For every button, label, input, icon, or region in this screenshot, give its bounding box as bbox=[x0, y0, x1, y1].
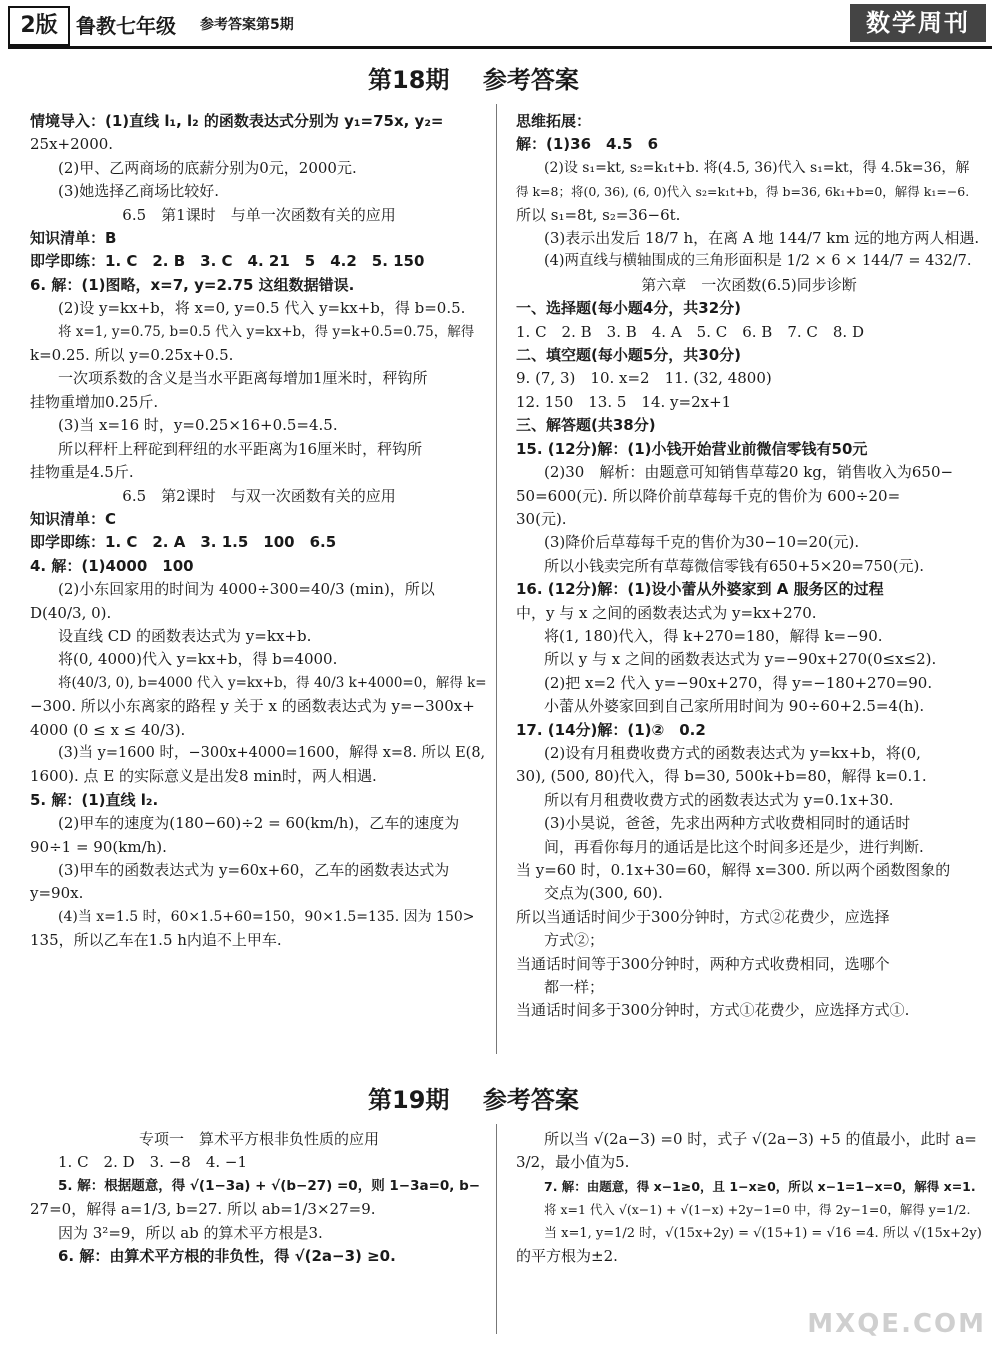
answer-line: 中，y 与 x 之间的函数表达式为 y=kx+270. bbox=[516, 603, 817, 622]
answer-line: (2)30 解析：由题意可知销售草莓20 kg，销售收入为650− bbox=[544, 463, 954, 482]
section19-right-column bbox=[516, 1128, 982, 1268]
answer-line: 12. 150 13. 5 14. y=2x+1 bbox=[516, 392, 732, 411]
answer-line: 90÷1 = 90(km/h). bbox=[30, 837, 167, 856]
answer-line: 6. 解：(1)图略，x=7, y=2.75 这组数据错误. bbox=[30, 275, 355, 294]
answer-line: 当通话时间多于300分钟时，方式①花费少，应选择方式①. bbox=[516, 1001, 910, 1020]
answer-line: 所以有月租费收费方式的函数表达式为 y=0.1x+30. bbox=[544, 790, 894, 809]
answer-line: 间，再看你每月的通话是比这个时间多还是少，进行判断. bbox=[544, 837, 924, 856]
answer-line: 3/2，最小值为5. bbox=[516, 1153, 630, 1172]
answer-line: (2)设 y=kx+b，将 x=0, y=0.5 代入 y=kx+b，得 b=0.5. bbox=[58, 299, 466, 318]
answer-line: 专项一 算术平方根非负性质的应用 bbox=[138, 1130, 379, 1148]
answer-line: 30), (500, 80)代入，得 b=30, 500k+b=80，解得 k=0.1. bbox=[516, 767, 927, 786]
answer-line: 30(元). bbox=[516, 509, 567, 528]
section19-title: 第19期 参考答案 bbox=[368, 1086, 579, 1114]
answer-line: 当通话时间等于300分钟时，两种方式收费相同，选哪个 bbox=[516, 954, 890, 973]
answer-line: 4000 (0 ≤ x ≤ 40/3). bbox=[30, 720, 186, 739]
answer-line: 思维拓展： bbox=[516, 112, 592, 130]
answer-line: (3)甲车的函数表达式为 y=60x+60，乙车的函数表达式为 bbox=[58, 861, 450, 879]
answer-line: 4. 解：(1)4000 100 bbox=[30, 556, 194, 575]
answer-line: (2)设有月租费收费方式的函数表达式为 y=kx+b，将(0, bbox=[544, 743, 921, 762]
answer-line: (2)甲、乙两商场的底薪分别为0元，2000元. bbox=[58, 158, 357, 177]
answer-line: 三、解答题(共38分) bbox=[516, 416, 656, 435]
answer-line: −300. 所以小东离家的路程 y 关于 x 的函数表达式为 y=−300x+ bbox=[30, 697, 475, 716]
answer-line: 第六章 一次函数(6.5)同步诊断 bbox=[641, 275, 857, 294]
answer-line: (4)两直线与横轴围成的三角形面积是 1/2 × 6 × 144/7 = 432/7. bbox=[544, 253, 972, 270]
answer-line: 二、填空题(每小题5分，共30分) bbox=[516, 346, 742, 365]
header-rule bbox=[8, 46, 992, 49]
answer-line: 将(0, 4000)代入 y=kx+b，得 b=4000. bbox=[58, 650, 338, 669]
answer-line: 将 x=1, y=0.75, b=0.5 代入 y=kx+b，得 y=k+0.5=0.75，解得 bbox=[58, 323, 475, 340]
answer-line: 5. 解：根据题意，得 √(1−3a) + √(b−27) =0，则 1−3a=0, b− bbox=[58, 1177, 481, 1194]
answer-line: 即学即练：1. C 2. A 3. 1.5 100 6.5 bbox=[30, 533, 337, 552]
answer-line: 将 x=1 代入 √(x−1) + √(1−x) +2y−1=0 中，得 2y−1=0，解得 y=1/2. bbox=[544, 1202, 971, 1218]
answer-line: 所以 s₁=8t, s₂=36−6t. bbox=[516, 205, 681, 224]
answer-line: (3)她选择乙商场比较好. bbox=[58, 182, 220, 201]
answer-line: 将(40/3, 0), b=4000 代入 y=kx+b，得 40/3 k+4000=0，解得 k= bbox=[58, 674, 487, 691]
section18-right-column bbox=[516, 110, 982, 1023]
column-divider-2 bbox=[496, 1124, 497, 1334]
answer-line: 7. 解：由题意，得 x−1≥0，且 1−x≥0，所以 x−1=1−x=0，解得 x=1. bbox=[544, 1178, 976, 1194]
answer-line: 所以 y 与 x 之间的函数表达式为 y=−90x+270(0≤x≤2). bbox=[544, 650, 937, 669]
answer-line: (2)把 x=2 代入 y=−90x+270，得 y=−180+270=90. bbox=[544, 673, 933, 692]
answer-line: 所以当通话时间少于300分钟时，方式②花费少，应选择 bbox=[516, 907, 890, 926]
answer-line: 解：(1)36 4.5 6 bbox=[516, 135, 659, 154]
answer-line: 一次项系数的含义是当水平距离每增加1厘米时，秤钩所 bbox=[58, 369, 428, 388]
answer-line: 的平方根为±2. bbox=[516, 1247, 618, 1266]
answer-line: 得 k=8；将(0, 36), (6, 0)代入 s₂=k₁t+b，得 b=36, 6k₁+b=0，解得 k₁=−6. bbox=[516, 184, 970, 200]
answer-line: (2)小东回家用的时间为 4000÷300=40/3 (min)，所以 bbox=[58, 580, 435, 599]
answer-line: 15. (12分)解：(1)小钱开始营业前微信零钱有50元 bbox=[516, 439, 868, 458]
page-header bbox=[0, 0, 1000, 48]
answer-line: 挂物重是4.5斤. bbox=[30, 463, 134, 482]
answer-line: 方式②； bbox=[544, 931, 605, 950]
answer-line: D(40/3, 0). bbox=[30, 603, 112, 622]
answer-line: 1600). 点 E 的实际意义是出发8 min时，两人相遇. bbox=[30, 767, 377, 786]
section18-left-column bbox=[30, 110, 488, 953]
answer-line: 即学即练：1. C 2. B 3. C 4. 21 5 4.2 5. 150 bbox=[30, 252, 425, 271]
answer-line: 情境导入：(1)直线 l₁, l₂ 的函数表达式分别为 y₁=75x, y₂= bbox=[30, 112, 444, 130]
answer-line: (3)当 x=16 时，y=0.25×16+0.5=4.5. bbox=[58, 416, 338, 435]
answer-line: 135，所以乙车在1.5 h内追不上甲车. bbox=[30, 931, 282, 950]
answer-line: 挂物重增加0.25斤. bbox=[30, 392, 159, 411]
answer-line: 6.5 第2课时 与双一次函数有关的应用 bbox=[122, 486, 396, 505]
answer-line: 6. 解：由算术平方根的非负性，得 √(2a−3) ≥0. bbox=[58, 1247, 396, 1266]
section19-left-column bbox=[30, 1128, 488, 1268]
answer-line: 所以当 √(2a−3) =0 时，式子 √(2a−3) +5 的值最小，此时 a= bbox=[544, 1130, 977, 1148]
answer-line: 5. 解：(1)直线 l₂. bbox=[30, 790, 159, 809]
answer-line: 知识清单：C bbox=[30, 509, 117, 528]
answer-line: 25x+2000. bbox=[30, 135, 114, 154]
edition-label: 2版 bbox=[8, 6, 70, 46]
answer-line: 都一样； bbox=[544, 978, 605, 997]
masthead-logo: 数学周刊 bbox=[850, 4, 986, 42]
answer-line: (2)设 s₁=kt, s₂=k₁t+b. 将(4.5, 36)代入 s₁=kt，得 4.5k=36，解 bbox=[544, 159, 970, 176]
answer-line: 16. (12分)解：(1)设小蕾从外婆家到 A 服务区的过程 bbox=[516, 580, 884, 599]
issue-label: 参考答案第5期 bbox=[200, 17, 294, 33]
answer-line: 所以秤杆上秤砣到秤纽的水平距离为16厘米时，秤钩所 bbox=[58, 439, 423, 458]
answer-line: 当 x=1, y=1/2 时，√(15x+2y) = √(15+1) = √16 =4. 所以 √(15x+2y) bbox=[544, 1225, 982, 1241]
answer-line: 9. (7, 3) 10. x=2 11. (32, 4800) bbox=[516, 369, 772, 388]
answer-line: 27=0，解得 a=1/3, b=27. 所以 ab=1/3×27=9. bbox=[30, 1200, 376, 1219]
answer-line: (4)当 x=1.5 时，60×1.5+60=150，90×1.5=135. 因为 150> bbox=[58, 908, 475, 925]
answer-line: 交点为(300, 60). bbox=[544, 884, 663, 903]
answer-line: 1. C 2. D 3. −8 4. −1 bbox=[58, 1153, 248, 1172]
answer-line: (3)当 y=1600 时，−300x+4000=1600，解得 x=8. 所以 E(8, bbox=[58, 744, 486, 761]
answer-line: 50=600(元). 所以降价前草莓每千克的售价为 600÷20= bbox=[516, 486, 901, 505]
answer-line: y=90x. bbox=[30, 884, 84, 903]
answer-line: 设直线 CD 的函数表达式为 y=kx+b. bbox=[58, 626, 312, 645]
answer-line: (3)小昊说，爸爸，先求出两种方式收费相同时的通话时 bbox=[544, 814, 911, 833]
publication-title: 鲁教七年级 bbox=[76, 14, 176, 38]
answer-line: 6.5 第1课时 与单一次函数有关的应用 bbox=[122, 205, 396, 224]
answer-line: 小蕾从外婆家回到自己家所用时间为 90÷60+2.5=4(h). bbox=[544, 697, 925, 716]
answer-line: 17. (14分)解：(1)② 0.2 bbox=[516, 720, 706, 739]
answer-line: (2)甲车的速度为(180−60)÷2 = 60(km/h)，乙车的速度为 bbox=[58, 814, 460, 833]
section18-title: 第18期 参考答案 bbox=[368, 66, 579, 94]
answer-line: 将(1, 180)代入，得 k+270=180，解得 k=−90. bbox=[544, 626, 883, 645]
answer-line: (3)表示出发后 18/7 h，在离 A 地 144/7 km 远的地方两人相遇. bbox=[544, 229, 980, 248]
answer-line: 一、选择题(每小题4分，共32分) bbox=[516, 299, 742, 318]
answer-line: 因为 3²=9，所以 ab 的算术平方根是3. bbox=[58, 1223, 323, 1242]
watermark: MXQE.COM bbox=[807, 1309, 986, 1339]
answer-line: 所以小钱卖完所有草莓微信零钱有650+5×20=750(元). bbox=[544, 556, 925, 575]
answer-line: 当 y=60 时，0.1x+30=60，解得 x=300. 所以两个函数图象的 bbox=[516, 861, 951, 879]
answer-line: k=0.25. 所以 y=0.25x+0.5. bbox=[30, 346, 234, 365]
answer-line: 知识清单：B bbox=[30, 229, 117, 248]
answer-line: (3)降价后草莓每千克的售价为30−10=20(元). bbox=[544, 533, 860, 552]
answer-line: 1. C 2. B 3. B 4. A 5. C 6. B 7. C 8. D bbox=[516, 322, 864, 341]
column-divider bbox=[496, 104, 497, 1054]
